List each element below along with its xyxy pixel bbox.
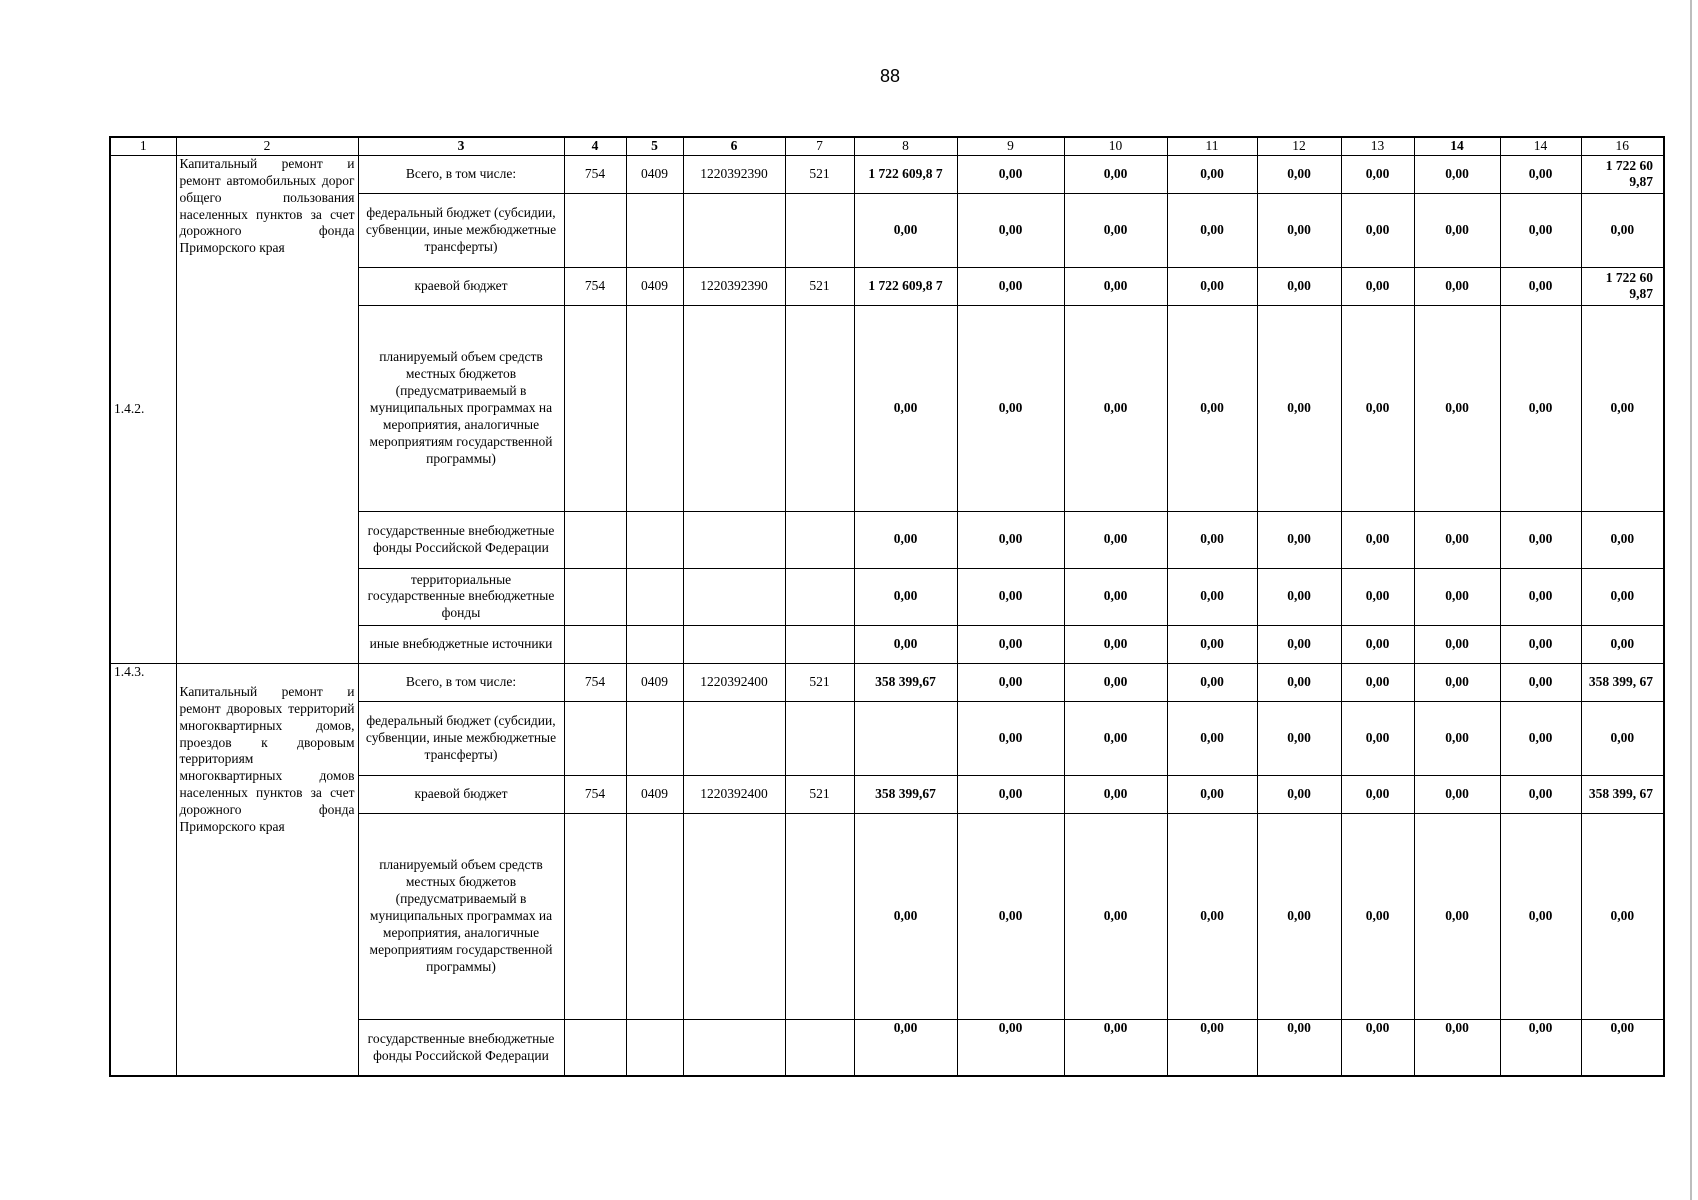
header-cell: 3 [358,137,564,155]
item-name: Капитальный ремонт и ремонт дворовых территорий многоквартирных домов, проездов к дворовым территориям многоквартирных домов населенных пунктов за счет дорожного фонда Приморского края [176,663,358,1076]
value-col16: 1 722 60 9,87 [1581,155,1664,193]
header-cell: 14 [1414,137,1500,155]
value-col9: 0,00 [957,568,1064,625]
value-col14: 0,00 [1414,511,1500,568]
code-section: 0409 [626,155,683,193]
code-target: 1220392400 [683,663,785,701]
table-row [110,155,1664,193]
value-col8: 0,00 [854,511,957,568]
source-state-funds: государственные внебюджетные фонды Российской Федерации [358,1019,564,1076]
value-col9: 0,00 [957,511,1064,568]
value-col16: 0,00 [1581,193,1664,267]
value-col16: 0,00 [1581,511,1664,568]
source-local: планируемый объем средств местных бюджетов (предусматриваемый в муниципальных программах иа мероприятия, аналогичные мероприятиям государственной программы) [358,813,564,1019]
page-edge-rule [1690,0,1692,1200]
value-col16: 0,00 [1581,813,1664,1019]
source-territorial-funds: территориальные государственные внебюджетные фонды [358,568,564,625]
header-cell: 8 [854,137,957,155]
value-col9: 0,00 [957,155,1064,193]
source-local: планируемый объем средств местных бюджетов (предусматриваемый в муниципальных программах на мероприятия, аналогичные мероприятиям государственной программы) [358,305,564,511]
value-col8: 358 399,67 [854,775,957,813]
value-col10: 0,00 [1064,625,1167,663]
value-col13: 0,00 [1341,568,1414,625]
value-col13: 0,00 [1341,155,1414,193]
budget-table [109,136,1665,1077]
value-col13: 0,00 [1341,305,1414,511]
value-col13: 0,00 [1341,663,1414,701]
header-cell: 16 [1581,137,1664,155]
value-col16: 1 722 60 9,87 [1581,267,1664,305]
value-col11: 0,00 [1167,701,1257,775]
value-col12: 0,00 [1257,511,1341,568]
value-col10: 0,00 [1064,1019,1167,1076]
source-state-funds: государственные внебюджетные фонды Российской Федерации [358,511,564,568]
value-col11: 0,00 [1167,625,1257,663]
value-col12: 0,00 [1257,568,1341,625]
value-col14: 0,00 [1414,663,1500,701]
source-other: иные внебюджетные источники [358,625,564,663]
value-col8: 1 722 609,8 7 [854,267,957,305]
value-col12: 0,00 [1257,625,1341,663]
code-target: 1220392400 [683,775,785,813]
value-col9: 0,00 [957,813,1064,1019]
page-number: 88 [879,66,901,86]
code-section: 0409 [626,663,683,701]
value-col8: 0,00 [854,1019,957,1076]
value-col10: 0,00 [1064,701,1167,775]
header-cell: 12 [1257,137,1341,155]
value-col8: 0,00 [854,813,957,1019]
value-col8: 0,00 [854,568,957,625]
table-row [110,663,1664,701]
value-col16: 358 399, 67 [1581,775,1664,813]
value-col12: 0,00 [1257,155,1341,193]
value-col14b: 0,00 [1500,1019,1581,1076]
value-col10: 0,00 [1064,511,1167,568]
value-col13: 0,00 [1341,813,1414,1019]
code-section: 0409 [626,267,683,305]
source-total: Всего, в том числе: [358,155,564,193]
value-col9: 0,00 [957,625,1064,663]
value-col16: 0,00 [1581,701,1664,775]
value-col12: 0,00 [1257,267,1341,305]
value-col14b: 0,00 [1500,193,1581,267]
value-col16: 0,00 [1581,568,1664,625]
value-col11: 0,00 [1167,305,1257,511]
code-section: 0409 [626,775,683,813]
value-col13: 0,00 [1341,511,1414,568]
value-col11: 0,00 [1167,511,1257,568]
header-cell: 4 [564,137,626,155]
header-row [110,137,1664,155]
code-target: 1220392390 [683,267,785,305]
value-col10: 0,00 [1064,663,1167,701]
value-col14b: 0,00 [1500,775,1581,813]
value-col9: 0,00 [957,1019,1064,1076]
value-col12: 0,00 [1257,663,1341,701]
code-type: 521 [785,267,854,305]
value-col9: 0,00 [957,775,1064,813]
value-col13: 0,00 [1341,1019,1414,1076]
code-type: 521 [785,155,854,193]
value-col10: 0,00 [1064,813,1167,1019]
value-col11: 0,00 [1167,775,1257,813]
value-col14: 0,00 [1414,813,1500,1019]
header-cell: 14 [1500,137,1581,155]
value-col11: 0,00 [1167,193,1257,267]
value-col13: 0,00 [1341,775,1414,813]
value-col14: 0,00 [1414,568,1500,625]
value-col14: 0,00 [1414,305,1500,511]
value-col10: 0,00 [1064,155,1167,193]
value-col13: 0,00 [1341,193,1414,267]
value-col13: 0,00 [1341,625,1414,663]
header-cell: 2 [176,137,358,155]
header-cell: 11 [1167,137,1257,155]
source-regional: краевой бюджет [358,775,564,813]
source-federal: федеральный бюджет (субсидии, субвенции, иные межбюджетные трансферты) [358,701,564,775]
value-col11: 0,00 [1167,155,1257,193]
header-cell: 5 [626,137,683,155]
value-col14: 0,00 [1414,267,1500,305]
value-col14: 0,00 [1414,625,1500,663]
code-grbs: 754 [564,155,626,193]
value-col16: 0,00 [1581,1019,1664,1076]
value-col14: 0,00 [1414,775,1500,813]
value-col8: 0,00 [854,625,957,663]
value-col14b: 0,00 [1500,267,1581,305]
value-col16: 358 399, 67 [1581,663,1664,701]
code-grbs: 754 [564,663,626,701]
value-col12: 0,00 [1257,701,1341,775]
source-regional: краевой бюджет [358,267,564,305]
code-type: 521 [785,663,854,701]
code-grbs: 754 [564,267,626,305]
code-type: 521 [785,775,854,813]
value-col14: 0,00 [1414,193,1500,267]
value-col13: 0,00 [1341,267,1414,305]
value-col11: 0,00 [1167,813,1257,1019]
value-col8: 0,00 [854,193,957,267]
item-number: 1.4.2. [110,155,176,663]
value-col10: 0,00 [1064,775,1167,813]
header-cell: 7 [785,137,854,155]
value-col14: 0,00 [1414,701,1500,775]
value-col14b: 0,00 [1500,701,1581,775]
value-col8: 358 399,67 [854,663,957,701]
value-col9: 0,00 [957,701,1064,775]
code-target: 1220392390 [683,155,785,193]
value-col12: 0,00 [1257,775,1341,813]
value-col12: 0,00 [1257,813,1341,1019]
value-col14b: 0,00 [1500,305,1581,511]
source-federal: федеральный бюджет (субсидии, субвенции, иные межбюджетные трансферты) [358,193,564,267]
value-col12: 0,00 [1257,193,1341,267]
value-col10: 0,00 [1064,193,1167,267]
value-col8: 0,00 [854,305,957,511]
value-col9: 0,00 [957,193,1064,267]
value-col13: 0,00 [1341,701,1414,775]
value-col10: 0,00 [1064,568,1167,625]
value-col14b: 0,00 [1500,813,1581,1019]
value-col11: 0,00 [1167,267,1257,305]
value-col9: 0,00 [957,663,1064,701]
value-col8: 1 722 609,8 7 [854,155,957,193]
value-col9: 0,00 [957,305,1064,511]
value-col11: 0,00 [1167,1019,1257,1076]
source-total: Всего, в том числе: [358,663,564,701]
value-col10: 0,00 [1064,305,1167,511]
value-col16: 0,00 [1581,305,1664,511]
value-col12: 0,00 [1257,1019,1341,1076]
code-grbs: 754 [564,775,626,813]
value-col14b: 0,00 [1500,625,1581,663]
value-col14b: 0,00 [1500,568,1581,625]
value-col10: 0,00 [1064,267,1167,305]
item-name: Капитальный ремонт и ремонт автомобильных дорог общего пользования населенных пунктов за счет дорожного фонда Приморского края [176,155,358,663]
value-col14b: 0,00 [1500,155,1581,193]
value-col14b: 0,00 [1500,663,1581,701]
header-cell: 9 [957,137,1064,155]
header-cell: 6 [683,137,785,155]
header-cell: 1 [110,137,176,155]
value-col14: 0,00 [1414,155,1500,193]
value-col14: 0,00 [1414,1019,1500,1076]
value-col11: 0,00 [1167,663,1257,701]
header-cell: 10 [1064,137,1167,155]
value-col12: 0,00 [1257,305,1341,511]
item-number: 1.4.3. [110,663,176,1076]
value-col9: 0,00 [957,267,1064,305]
value-col14b: 0,00 [1500,511,1581,568]
value-col16: 0,00 [1581,625,1664,663]
header-cell: 13 [1341,137,1414,155]
value-col11: 0,00 [1167,568,1257,625]
